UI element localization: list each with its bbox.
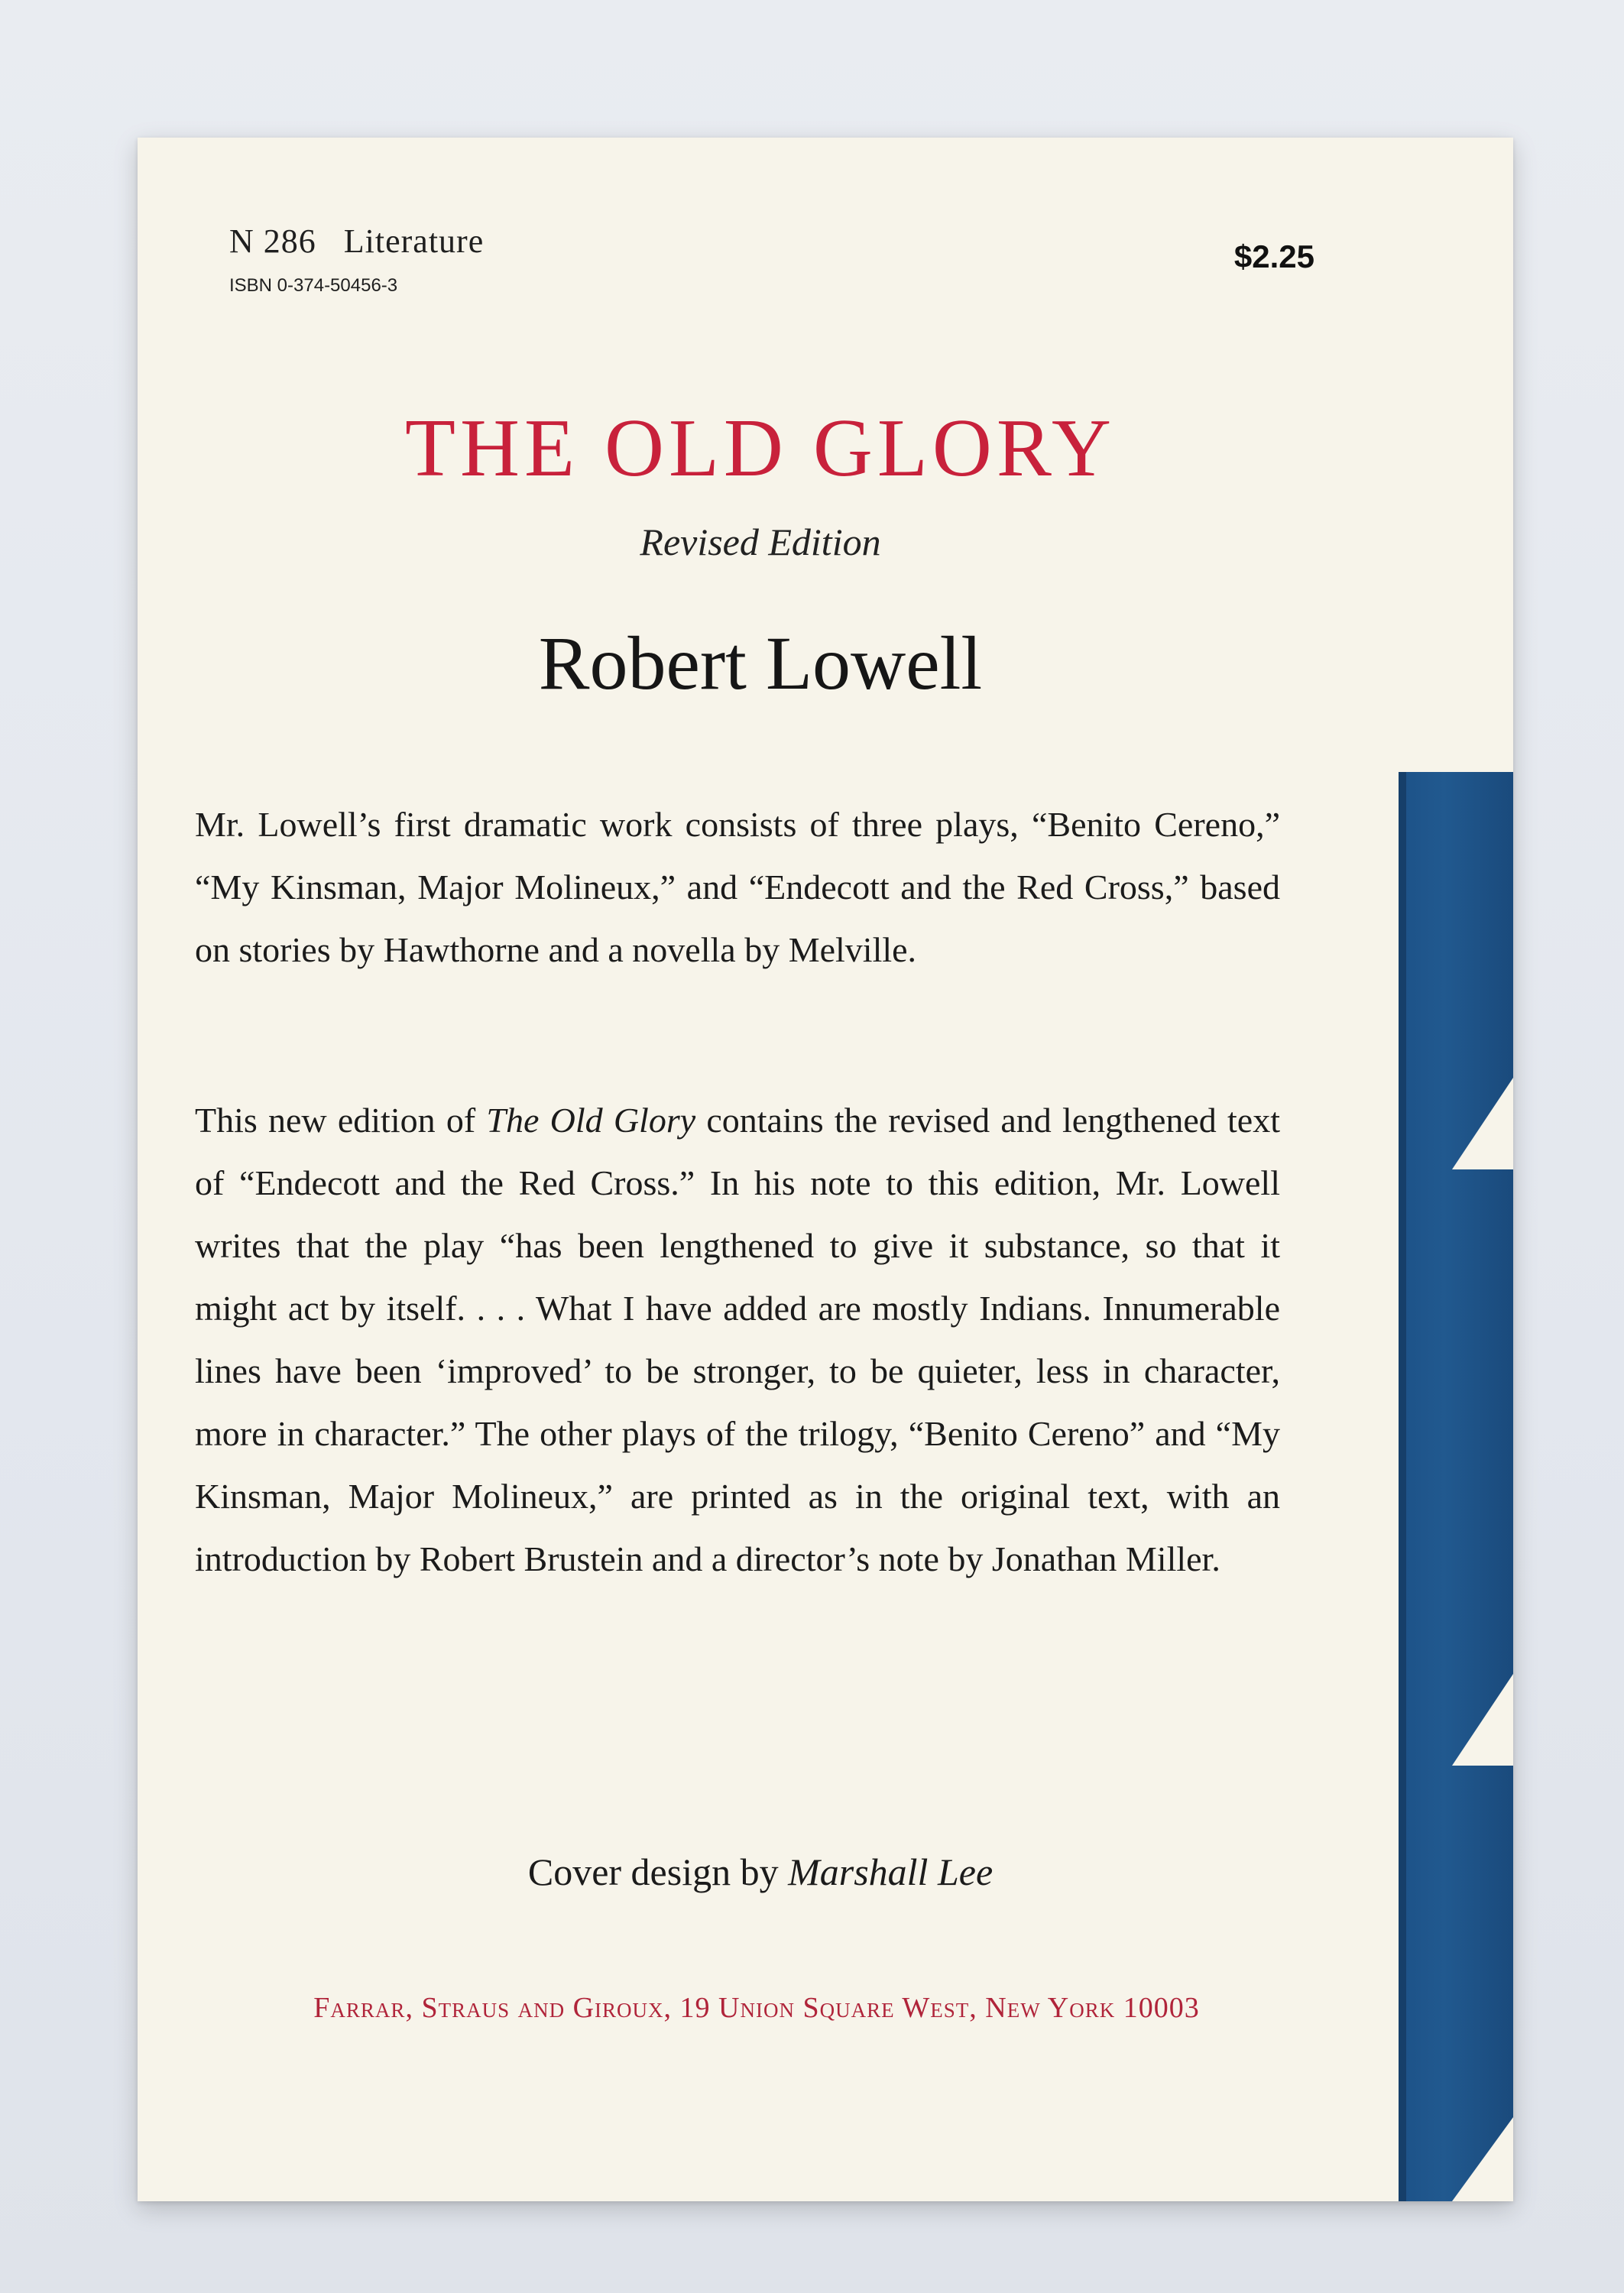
book-title: THE OLD GLORY [405, 403, 1116, 494]
catalog-number: N 286 [229, 222, 316, 260]
description-paragraph-2 [195, 1089, 1280, 1591]
white-triangle-3 [1452, 2117, 1513, 2201]
publisher-line: Farrar, Straus and Giroux, 19 Union Square West, New York 10003 [313, 1992, 1200, 2024]
white-triangle-marks [1399, 772, 1513, 2201]
paragraph-2-body: contains the revised and lengthened text of “Endecott and the Red Cross.” In his note to this edition, Mr. Lowell writes that the play “has been lengthened to give it substance, so that it might act by itself. . . . What I have added are mostly Indians. Innumerable lines have been ‘improved’ to be stronger, to be quieter, less in character, more in character.” The other plays of the trilogy, “Benito Cereno” and “My Kinsman, Major Molineux,” are printed as in the original text, with an introduction by Robert Brustein and a director’s note by Jonathan Miller. [195, 1101, 1280, 1578]
author-name: Robert Lowell [538, 621, 983, 705]
white-triangle-1 [1452, 1078, 1513, 1169]
isbn: ISBN 0-374-50456-3 [229, 275, 398, 296]
white-triangle-2 [1452, 1674, 1513, 1766]
paragraph-2-intro: This new edition of [195, 1101, 487, 1140]
catalog-line [229, 222, 484, 261]
cover-credit-label: Cover design by [527, 1850, 789, 1893]
paragraph-2-title: The Old Glory [486, 1101, 696, 1140]
category-label: Literature [343, 222, 485, 260]
cover-designer: Marshall Lee [788, 1850, 994, 1893]
cover-credit [138, 1850, 1383, 1894]
edition-label: Revised Edition [640, 521, 881, 563]
price: $2.25 [1233, 238, 1314, 274]
book-back-cover [138, 138, 1513, 2201]
description-paragraph-1: Mr. Lowell’s first dramatic work consists of three plays, “Benito Cereno,” “My Kinsman, Major Molineux,” and “Endecott and the Red Cross,” based on stories by Hawthorne and a novella by Melville. [195, 805, 1280, 969]
